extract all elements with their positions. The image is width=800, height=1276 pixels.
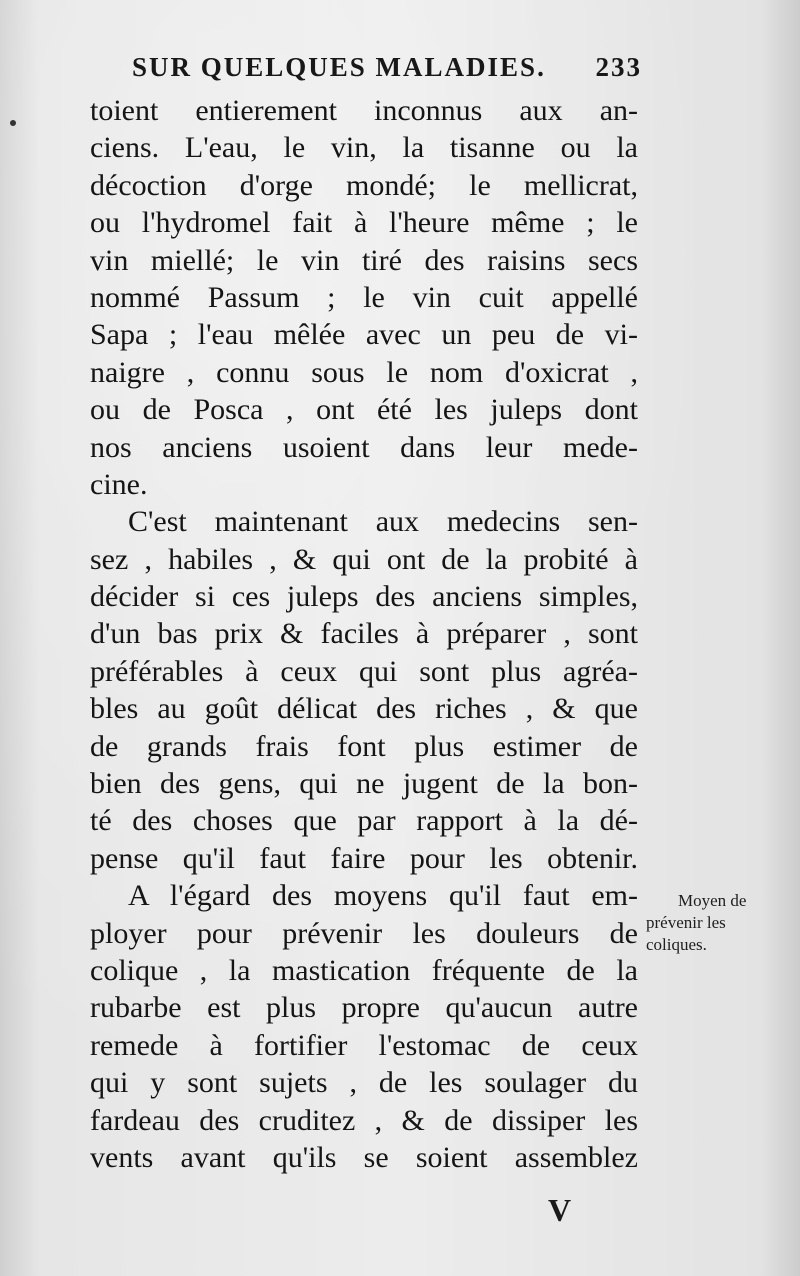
margin-note-line: Moyen de — [678, 891, 747, 910]
text-line: ployer pour prévenir les douleurs de — [90, 916, 638, 950]
text-line: décider si ces juleps des anciens simples, — [90, 580, 638, 614]
text-line: cine. — [90, 467, 148, 501]
text-line: préférables à ceux qui sont plus agréa- — [90, 654, 638, 688]
text-line: té des choses que par rapport à la dé- — [90, 804, 638, 838]
text-line: bien des gens, qui ne jugent de la bon- — [90, 767, 638, 801]
margin-note-line: coliques. — [646, 935, 707, 954]
signature-mark: V — [548, 1192, 572, 1228]
text-line: C'est maintenant aux medecins sen- — [128, 505, 638, 539]
text-line: rubarbe est plus propre qu'aucun autre — [90, 991, 638, 1025]
text-line: Sapa ; l'eau mêlée avec un peu de vi- — [90, 318, 638, 352]
text-line: sez , habiles , & qui ont de la probité à — [90, 542, 638, 576]
page-number: 233 — [595, 52, 642, 82]
text-line: nos anciens usoient dans leur mede- — [90, 430, 638, 464]
text-line: pense qu'il faut faire pour les obtenir. — [90, 841, 638, 875]
margin-note — [646, 890, 786, 956]
text-line: vents avant qu'ils se soient assemblez — [90, 1140, 638, 1174]
text-line: vin miellé; le vin tiré des raisins secs — [90, 243, 638, 277]
text-line: toient entierement inconnus aux an- — [90, 94, 638, 127]
text-line: ou de Posca , ont été les juleps dont — [90, 393, 638, 427]
page-header — [132, 48, 642, 88]
text-line: de grands frais font plus estimer de — [90, 729, 638, 763]
text-line: décoction d'orge mondé; le mellicrat, — [90, 168, 638, 202]
text-line: ou l'hydromel fait à l'heure même ; le — [90, 206, 638, 240]
text-line: A l'égard des moyens qu'il faut em- — [128, 879, 638, 913]
text-line: nommé Passum ; le vin cuit appellé — [90, 280, 638, 314]
text-line: ciens. L'eau, le vin, la tisanne ou la — [90, 131, 638, 165]
text-line: fardeau des cruditez , & de dissiper les — [90, 1103, 638, 1137]
body-text — [90, 92, 638, 1176]
ink-speck — [10, 120, 16, 126]
text-line: colique , la mastication fréquente de la — [90, 953, 638, 987]
running-title: SUR QUELQUES MALADIES. — [132, 52, 546, 82]
text-line: remede à fortifier l'estomac de ceux — [90, 1028, 638, 1062]
text-line: bles au goût délicat des riches , & que — [90, 692, 638, 726]
text-line: qui y sont sujets , de les soulager du — [90, 1066, 638, 1100]
text-line: d'un bas prix & faciles à préparer , sont — [90, 617, 638, 651]
text-line: naigre , connu sous le nom d'oxicrat , — [90, 355, 638, 389]
margin-note-line: prévenir les — [646, 913, 726, 932]
